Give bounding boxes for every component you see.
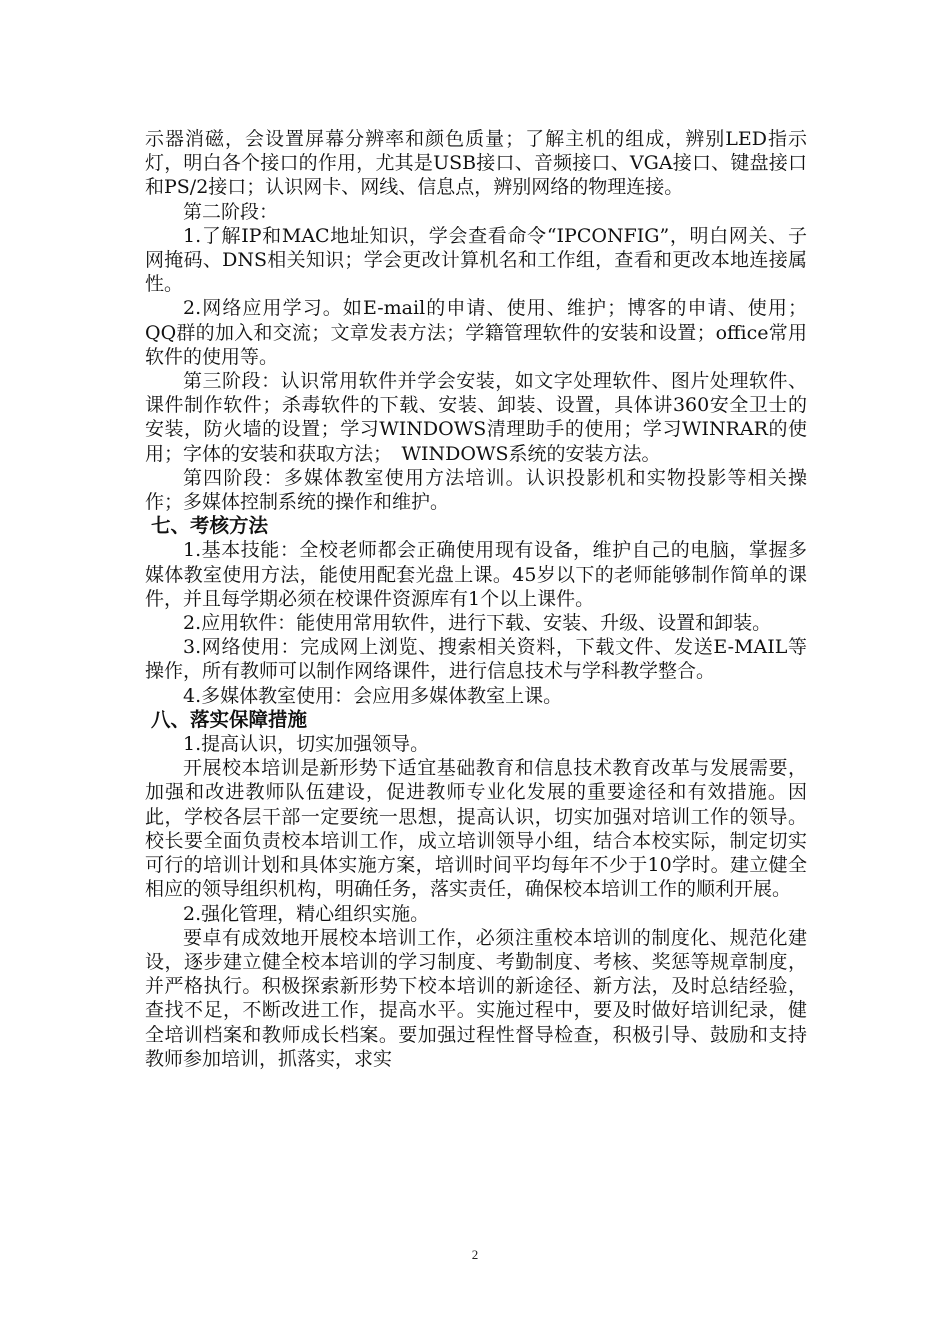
- body-paragraph: 2.应用软件：能使用常用软件，进行下载、安装、升级、设置和卸装。: [183, 612, 772, 635]
- body-paragraph: 示器消磁，会设置屏幕分辨率和颜色质量；了解主机的组成，辨别LED指示灯，明白各个接口的作用，尤其是USB接口、音频接口、VGA接口、键盘接口和PS/2接口；认识网卡、网线、信息点，辨别网络的物理连接。: [145, 128, 807, 199]
- body-paragraph: 要卓有成效地开展校本培训工作，必须注重校本培训的制度化、规范化建设，逐步建立健全校本培训的学习制度、考勤制度、考核、奖惩等规章制度，并严格执行。积极探索新形势下校本培训的新途径、新方法，及时总结经验，查找不足，不断改进工作，提高水平。实施过程中，要及时做好培训纪录，健全培训档案和教师成长档案。要加强过程性督导检查，积极引导、鼓励和支持教师参加培训，抓落实，求实: [145, 926, 807, 1070]
- body-paragraph: 2.强化管理，精心组织实施。: [183, 902, 430, 925]
- body-paragraph: 4.多媒体教室使用：会应用多媒体教室上课。: [183, 684, 563, 707]
- body-paragraph: 1.提高认识，切实加强领导。: [183, 733, 430, 756]
- document-body: [145, 127, 807, 1071]
- body-paragraph: 第三阶段：认识常用软件并学会安装，如文字处理软件、图片处理软件、课件制作软件；杀毒软件的下载、安装、卸装、设置，具体讲360安全卫士的安装，防火墙的设置；学习WINDOWS清理助手的使用；学习WINRAR的使用；字体的安装和获取方法； WINDOWS系统的安装方法。: [145, 370, 807, 465]
- body-paragraph: 1.基本技能：全校老师都会正确使用现有设备，维护自己的电脑，掌握多媒体教室使用方法，能使用配套光盘上课。45岁以下的老师能够制作简单的课件，并且每学期必须在校课件资源库有1个以上课件。: [145, 539, 807, 610]
- section-heading: 七、考核方法: [151, 514, 269, 538]
- body-paragraph: 2.网络应用学习。如E-mail的申请、使用、维护；博客的申请、使用；QQ群的加入和交流；文章发表方法；学籍管理软件的安装和设置；office常用软件的使用等。: [145, 297, 807, 368]
- page-number: 2: [471, 1247, 479, 1262]
- body-paragraph: 第四阶段：多媒体教室使用方法培训。认识投影机和实物投影等相关操作；多媒体控制系统的操作和维护。: [145, 466, 807, 514]
- body-paragraph: 3.网络使用：完成网上浏览、搜索相关资料，下载文件、发送E-MAIL等操作，所有教师可以制作网络课件，进行信息技术与学科教学整合。: [145, 636, 807, 683]
- body-paragraph: 开展校本培训是新形势下适宜基础教育和信息技术教育改革与发展需要，加强和改进教师队伍建设，促进教师专业化发展的重要途径和有效措施。因此，学校各层干部一定要统一思想，提高认识，切实加强对培训工作的领导。校长要全面负责校本培训工作，成立培训领导小组，结合本校实际，制定切实可行的培训计划和具体实施方案，培训时间平均每年不少于10学时。建立健全相应的领导组织机构，明确任务，落实责任，确保校本培训工作的顺利开展。: [145, 757, 807, 901]
- section-heading: 八、落实保障措施: [151, 707, 308, 731]
- body-paragraph: 第二阶段：: [183, 200, 279, 223]
- body-paragraph: 1.了解IP和MAC地址知识，学会查看命令“IPCONFIG”，明白网关、子网掩码、DNS相关知识；学会更改计算机名和工作组，查看和更改本地连接属性。: [145, 224, 807, 296]
